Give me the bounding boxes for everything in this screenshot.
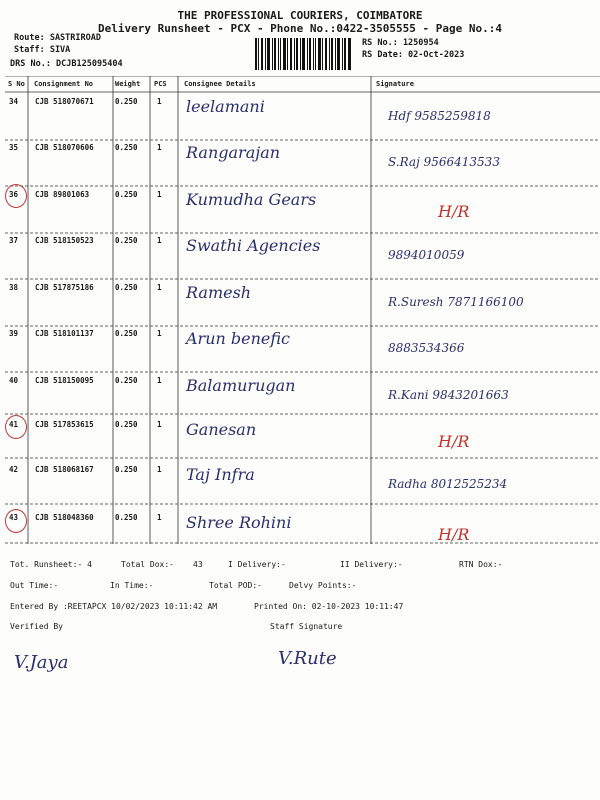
row-weight: 0.250 <box>115 236 138 245</box>
barcode-image <box>255 38 351 70</box>
col-weight: Weight <box>115 80 141 88</box>
row-consignee-name: Kumudha Gears <box>186 190 317 209</box>
row-pcs: 1 <box>157 376 162 385</box>
row-signature: R.Suresh 7871166100 <box>388 295 524 309</box>
out-time: Out Time:- <box>10 581 59 590</box>
tot-runsheet: Tot. Runsheet:- 4 <box>10 560 92 569</box>
rs-number: RS No.: 1250954 <box>362 38 439 48</box>
runsheet-table <box>5 76 600 544</box>
row-consignee-name: Ganesan <box>186 420 257 439</box>
verified-by-label: Verified By <box>10 622 63 631</box>
row-hr-mark: H/R <box>438 202 470 221</box>
delvy-points: Delvy Points:- <box>289 581 357 590</box>
row-consignment-no: CJB 89801063 <box>35 190 90 199</box>
row-pcs: 1 <box>157 465 162 474</box>
row-sno: 35 <box>9 143 19 152</box>
row-consignment-no: CJB 517875186 <box>35 283 94 292</box>
row-weight: 0.250 <box>115 143 138 152</box>
ii-delivery: II Delivery:- <box>340 560 403 569</box>
row-consignee-name: Balamurugan <box>186 376 296 395</box>
row-weight: 0.250 <box>115 283 138 292</box>
total-dox-value: 43 <box>193 560 203 569</box>
row-pcs: 1 <box>157 236 162 245</box>
row-sno: 38 <box>9 283 19 292</box>
row-weight: 0.250 <box>115 420 138 429</box>
row-consignee-name: Ramesh <box>186 283 252 302</box>
row-consignment-no: CJB 518048360 <box>35 513 94 522</box>
row-weight: 0.250 <box>115 465 138 474</box>
col-signature: Signature <box>376 80 414 88</box>
row-pcs: 1 <box>157 513 162 522</box>
row-pcs: 1 <box>157 283 162 292</box>
row-consignee-name: Rangarajan <box>186 143 281 162</box>
row-weight: 0.250 <box>115 513 138 522</box>
row-sno: 42 <box>9 465 19 474</box>
row-signature: Radha 8012525234 <box>388 477 508 491</box>
rtn-dox: RTN Dox:- <box>459 560 503 569</box>
printed-on: Printed On: 02-10-2023 10:11:47 <box>254 602 404 611</box>
row-sno: 41 <box>9 420 19 429</box>
red-circle-mark <box>5 415 27 439</box>
row-consignee-name: Arun benefic <box>186 329 291 348</box>
red-circle-mark <box>5 184 27 208</box>
col-consignee: Consignee Details <box>184 80 256 88</box>
row-sno: 34 <box>9 97 19 106</box>
row-pcs: 1 <box>157 329 162 338</box>
row-weight: 0.250 <box>115 97 138 106</box>
row-consignment-no: CJB 518070606 <box>35 143 94 152</box>
row-hr-mark: H/R <box>438 525 470 544</box>
row-consignment-no: CJB 518150095 <box>35 376 94 385</box>
i-delivery: I Delivery:- <box>228 560 286 569</box>
row-sno: 36 <box>9 190 19 199</box>
entered-by: Entered By :REETAPCX 10/02/2023 10:11:42 AM <box>10 602 218 611</box>
verifier-signature: V.Jaya <box>14 652 69 673</box>
row-consignment-no: CJB 518070671 <box>35 97 94 106</box>
col-consignment: Consignment No <box>34 80 94 88</box>
row-pcs: 1 <box>157 420 162 429</box>
row-signature: 9894010059 <box>388 248 465 262</box>
row-consignee-name: Swathi Agencies <box>186 236 321 255</box>
row-sno: 43 <box>9 513 19 522</box>
row-pcs: 1 <box>157 143 162 152</box>
row-sno: 40 <box>9 376 19 385</box>
row-consignment-no: CJB 518101137 <box>35 329 94 338</box>
row-consignment-no: CJB 517853615 <box>35 420 94 429</box>
col-pcs: PCS <box>154 80 167 88</box>
staff-handwritten-signature: V.Rute <box>278 648 337 669</box>
in-time: In Time:- <box>110 581 154 590</box>
route-label: Route: SASTRIROAD <box>14 33 101 43</box>
col-sno: S No <box>8 80 25 88</box>
row-weight: 0.250 <box>115 329 138 338</box>
red-circle-mark <box>5 509 27 533</box>
row-pcs: 1 <box>157 97 162 106</box>
row-consignment-no: CJB 518150523 <box>35 236 94 245</box>
row-signature: S.Raj 9566413533 <box>388 155 500 169</box>
company-name: THE PROFESSIONAL COURIERS, COIMBATORE <box>177 9 423 22</box>
row-signature: R.Kani 9843201663 <box>388 388 509 402</box>
total-dox-label: Total Dox:- <box>121 560 174 569</box>
row-hr-mark: H/R <box>438 432 470 451</box>
row-consignee-name: Shree Rohini <box>186 513 292 532</box>
total-pod: Total POD:- <box>209 581 262 590</box>
staff-label: Staff: SIVA <box>14 45 71 55</box>
row-signature: 8883534366 <box>388 341 465 355</box>
drs-number: DRS No.: DCJB125095404 <box>10 59 123 69</box>
row-sno: 37 <box>9 236 19 245</box>
row-consignee-name: Taj Infra <box>186 465 255 484</box>
row-signature: Hdf 9585259818 <box>388 109 491 123</box>
staff-signature-label: Staff Signature <box>270 622 343 631</box>
row-sno: 39 <box>9 329 19 338</box>
row-consignment-no: CJB 518068167 <box>35 465 94 474</box>
rs-date: RS Date: 02-Oct-2023 <box>362 50 465 60</box>
row-weight: 0.250 <box>115 190 138 199</box>
runsheet-title: Delivery Runsheet - PCX - Phone No.:0422-3505555 - Page No.:4 <box>98 22 502 35</box>
row-consignee-name: leelamani <box>186 97 265 116</box>
row-weight: 0.250 <box>115 376 138 385</box>
row-pcs: 1 <box>157 190 162 199</box>
